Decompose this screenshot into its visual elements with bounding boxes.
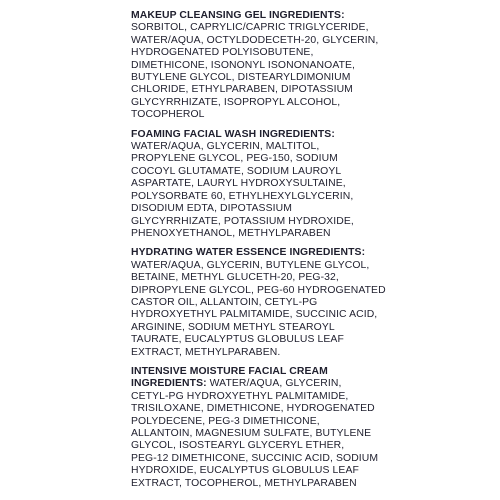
section-title xyxy=(131,247,371,259)
ingredient-line: TOCOPHEROL xyxy=(131,109,205,121)
ingredient-line: HYDROGENATED POLYISOBUTENE, xyxy=(131,47,314,59)
title-line: MAKEUP CLEANSING GEL INGREDIENTS: xyxy=(131,10,345,21)
ingredient-line: GLYCYRRHIZATE, POTASSIUM HYDROXIDE, xyxy=(131,215,354,227)
section-title xyxy=(131,10,371,22)
ingredient-line: PEG-12 DIMETHICONE, SUCCINIC ACID, SODIUM xyxy=(131,452,379,464)
ingredient-line: WATER/AQUA, OCTYLDODECETH-20, GLYCERIN, xyxy=(131,34,379,46)
section-title xyxy=(131,366,371,378)
ingredient-line: GLYCYRRHIZATE, ISOPROPYL ALCOHOL, xyxy=(131,96,341,108)
ingredient-line: POLYSORBATE 60, ETHYLHEXYLGLYCERIN, xyxy=(131,190,354,202)
section-title xyxy=(131,129,371,141)
ingredient-line: BETAINE, METHYL GLUCETH-20, PEG-32, xyxy=(131,272,339,284)
ingredients-label xyxy=(131,10,386,497)
ingredient-line: CASTOR OIL, ALLANTOIN, CETYL-PG xyxy=(131,296,318,308)
ingredient-line: WATER/AQUA, GLYCERIN, MALTITOL, xyxy=(131,141,320,153)
ingredient-line: ARGININE, SODIUM METHYL STEAROYL xyxy=(131,321,335,333)
ingredient-line: HYDROXYETHYL PALMITAMIDE, SUCCINIC ACID, xyxy=(131,309,378,321)
ingredient-list xyxy=(131,22,379,121)
ingredient-line: EXTRACT, METHYLPARABEN. xyxy=(131,346,281,358)
ingredient-line: ALLANTOIN, MAGNESIUM SULFATE, BUTYLENE xyxy=(131,428,372,439)
ingredient-list xyxy=(131,259,386,359)
ingredient-line: TAURATE, EUCALYPTUS GLOBULUS LEAF xyxy=(131,334,344,346)
ingredient-text: WATER/AQUA, GLYCERIN, xyxy=(206,378,342,390)
ingredient-line: COCOYL GLUTAMATE, SODIUM LAUROYL xyxy=(131,165,342,177)
ingredients-heading-word: INGREDIENTS: xyxy=(131,378,207,390)
ingredient-line: WATER/AQUA, GLYCERIN, BUTYLENE GLYCOL, xyxy=(131,259,370,271)
ingredient-line: CHLORIDE, ETHYLPARABEN, DIPOTASSIUM xyxy=(131,84,353,96)
ingredient-line: BUTYLENE GLYCOL, DISTEARYLDIMONIUM xyxy=(131,72,351,84)
title-line: FOAMING FACIAL WASH INGREDIENTS: xyxy=(131,128,335,140)
ingredient-line: DISODIUM EDTA, DIPOTASSIUM xyxy=(131,203,292,215)
ingredient-line: HYDROXIDE, EUCALYPTUS GLOBULUS LEAF xyxy=(131,465,359,477)
ingredient-line: PROPYLENE GLYCOL, PEG-150, SODIUM xyxy=(131,153,338,165)
ingredient-line: DIMETHICONE, ISONONYL ISONONANOATE, xyxy=(131,59,356,71)
title-line: HYDRATING WATER ESSENCE INGREDIENTS: xyxy=(131,247,366,259)
ingredient-line: EXTRACT, TOCOPHEROL, METHYLPARABEN xyxy=(131,477,357,489)
ingredient-line: DIPROPYLENE GLYCOL, PEG-60 HYDROGENATED xyxy=(131,284,386,296)
ingredient-line: ASPARTATE, LAURYL HYDROXYSULTAINE, xyxy=(131,178,346,190)
ingredient-line xyxy=(131,378,371,390)
makeup-cleansing-gel-section xyxy=(131,10,379,122)
ingredient-line: POLYDECENE, PEG-3 DIMETHICONE, xyxy=(131,415,320,427)
hydrating-water-essence-section xyxy=(131,247,386,359)
ingredient-line: SORBITOL, CAPRYLIC/CAPRIC TRIGLYCERIDE, xyxy=(131,22,369,34)
ingredient-line: GLYCOL, ISOSTEARYL GLYCERYL ETHER, xyxy=(131,440,345,452)
ingredient-line: TRISILOXANE, DIMETHICONE, HYDROGENATED xyxy=(131,403,375,415)
foaming-facial-wash-section xyxy=(131,129,371,241)
ingredient-line: CETYL-PG HYDROXYETHYL PALMITAMIDE, xyxy=(131,390,349,402)
ingredient-list xyxy=(131,378,379,490)
ingredient-line: PHENOXYETHANOL, METHYLPARABEN xyxy=(131,227,331,239)
ingredient-list xyxy=(131,141,371,240)
intensive-moisture-facial-cream-section xyxy=(131,365,379,490)
title-line: INTENSIVE MOISTURE FACIAL CREAM xyxy=(131,365,328,377)
